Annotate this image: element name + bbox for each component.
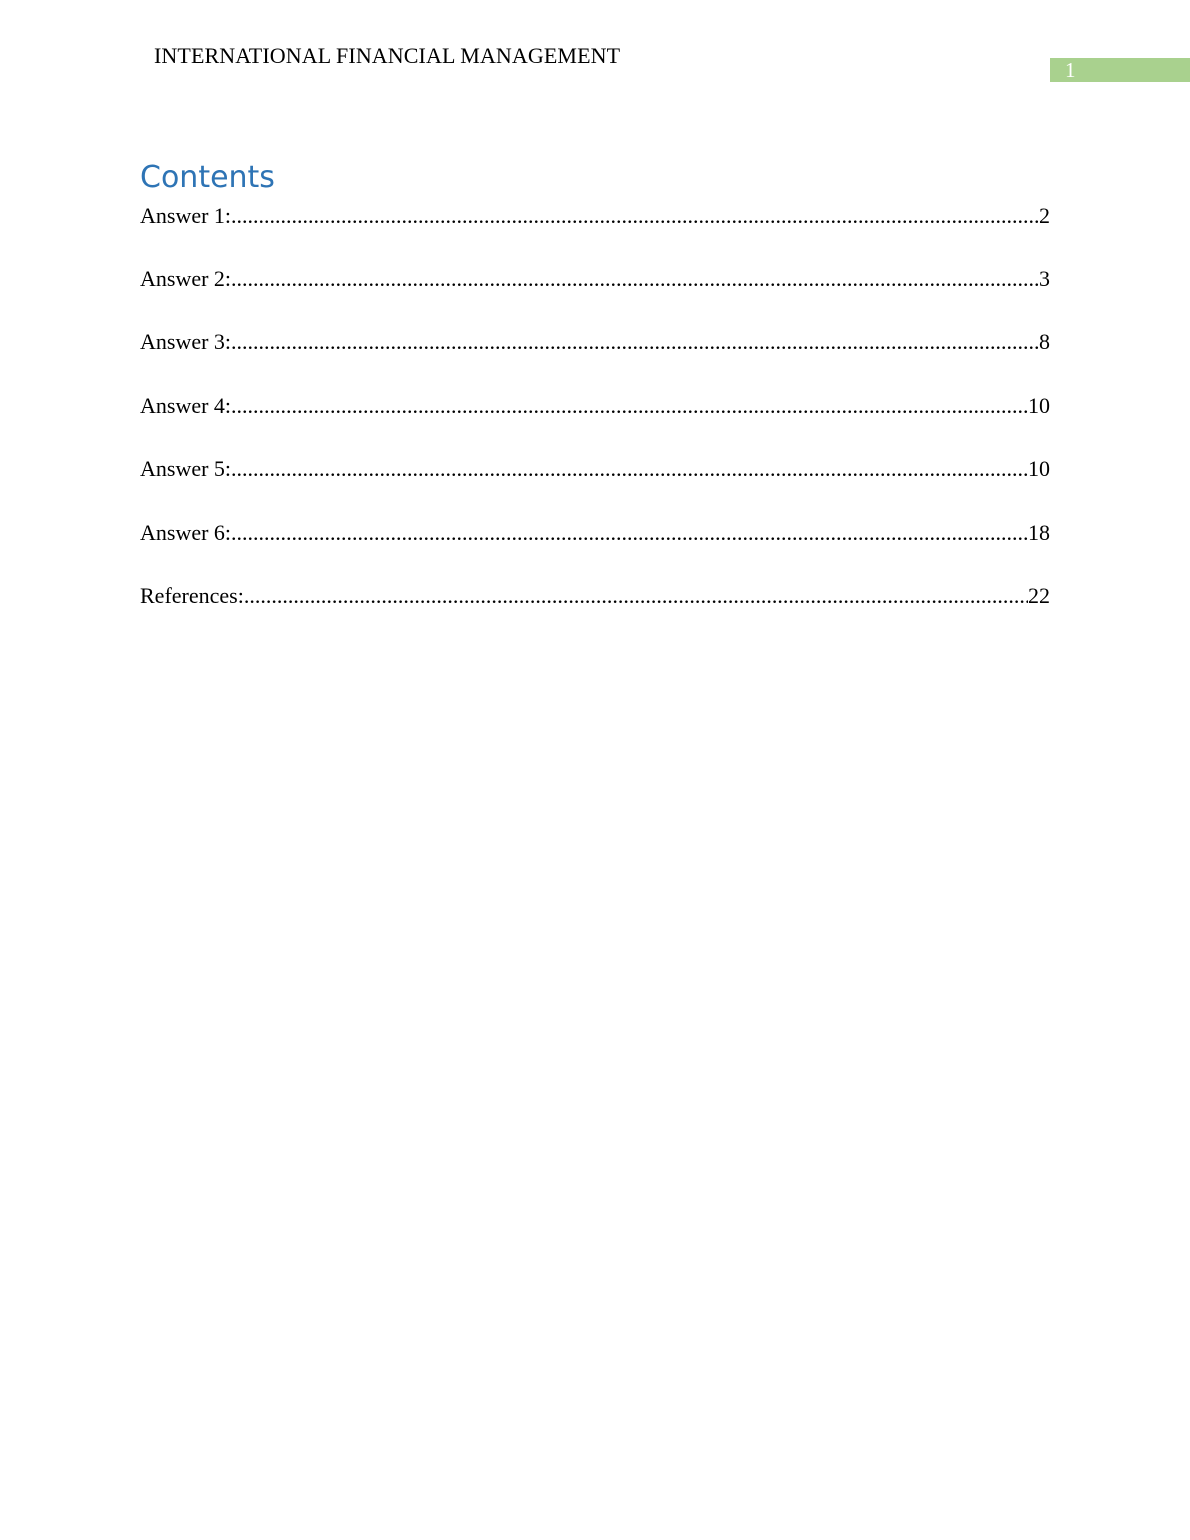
toc-heading: Contents [140, 160, 275, 195]
toc-dot-leader [244, 581, 1028, 611]
toc-dot-leader [231, 327, 1039, 357]
toc-entry-page: 18 [1028, 520, 1050, 545]
toc-entry-label: Answer 1: [140, 203, 232, 228]
toc-dot-leader [231, 391, 1028, 421]
toc-entry-page: 10 [1028, 393, 1050, 418]
toc-dot-leader [231, 518, 1028, 548]
toc-dot-leader [231, 264, 1039, 294]
toc-entry-page: 2 [1039, 203, 1050, 228]
toc-entry-page: 8 [1039, 329, 1050, 354]
toc-entry-answer-1[interactable] [140, 201, 1050, 231]
toc-entry-page: 3 [1039, 266, 1050, 291]
toc-entry-label: Answer 2: [140, 266, 232, 291]
toc-entry-answer-5[interactable] [140, 454, 1050, 484]
toc-entry-page: 10 [1028, 456, 1050, 481]
toc-entry-answer-4[interactable] [140, 391, 1050, 421]
toc-entry-answer-2[interactable] [140, 264, 1050, 294]
toc-entry-label: Answer 5: [140, 456, 232, 481]
toc-entry-answer-6[interactable] [140, 518, 1050, 548]
toc-entry-label: Answer 4: [140, 393, 232, 418]
toc-entry-references[interactable] [140, 581, 1050, 611]
running-header-title: INTERNATIONAL FINANCIAL MANAGEMENT [154, 43, 621, 68]
toc-dot-leader [231, 201, 1039, 231]
toc-entry-page: 22 [1028, 583, 1050, 608]
toc-entry-label: Answer 6: [140, 520, 232, 545]
toc-entry-label: Answer 3: [140, 329, 232, 354]
page-number-badge [1050, 58, 1190, 82]
toc-dot-leader [231, 454, 1028, 484]
page-number: 1 [1065, 58, 1076, 82]
toc-entry-label: References: [140, 583, 244, 608]
toc-entry-answer-3[interactable] [140, 327, 1050, 357]
